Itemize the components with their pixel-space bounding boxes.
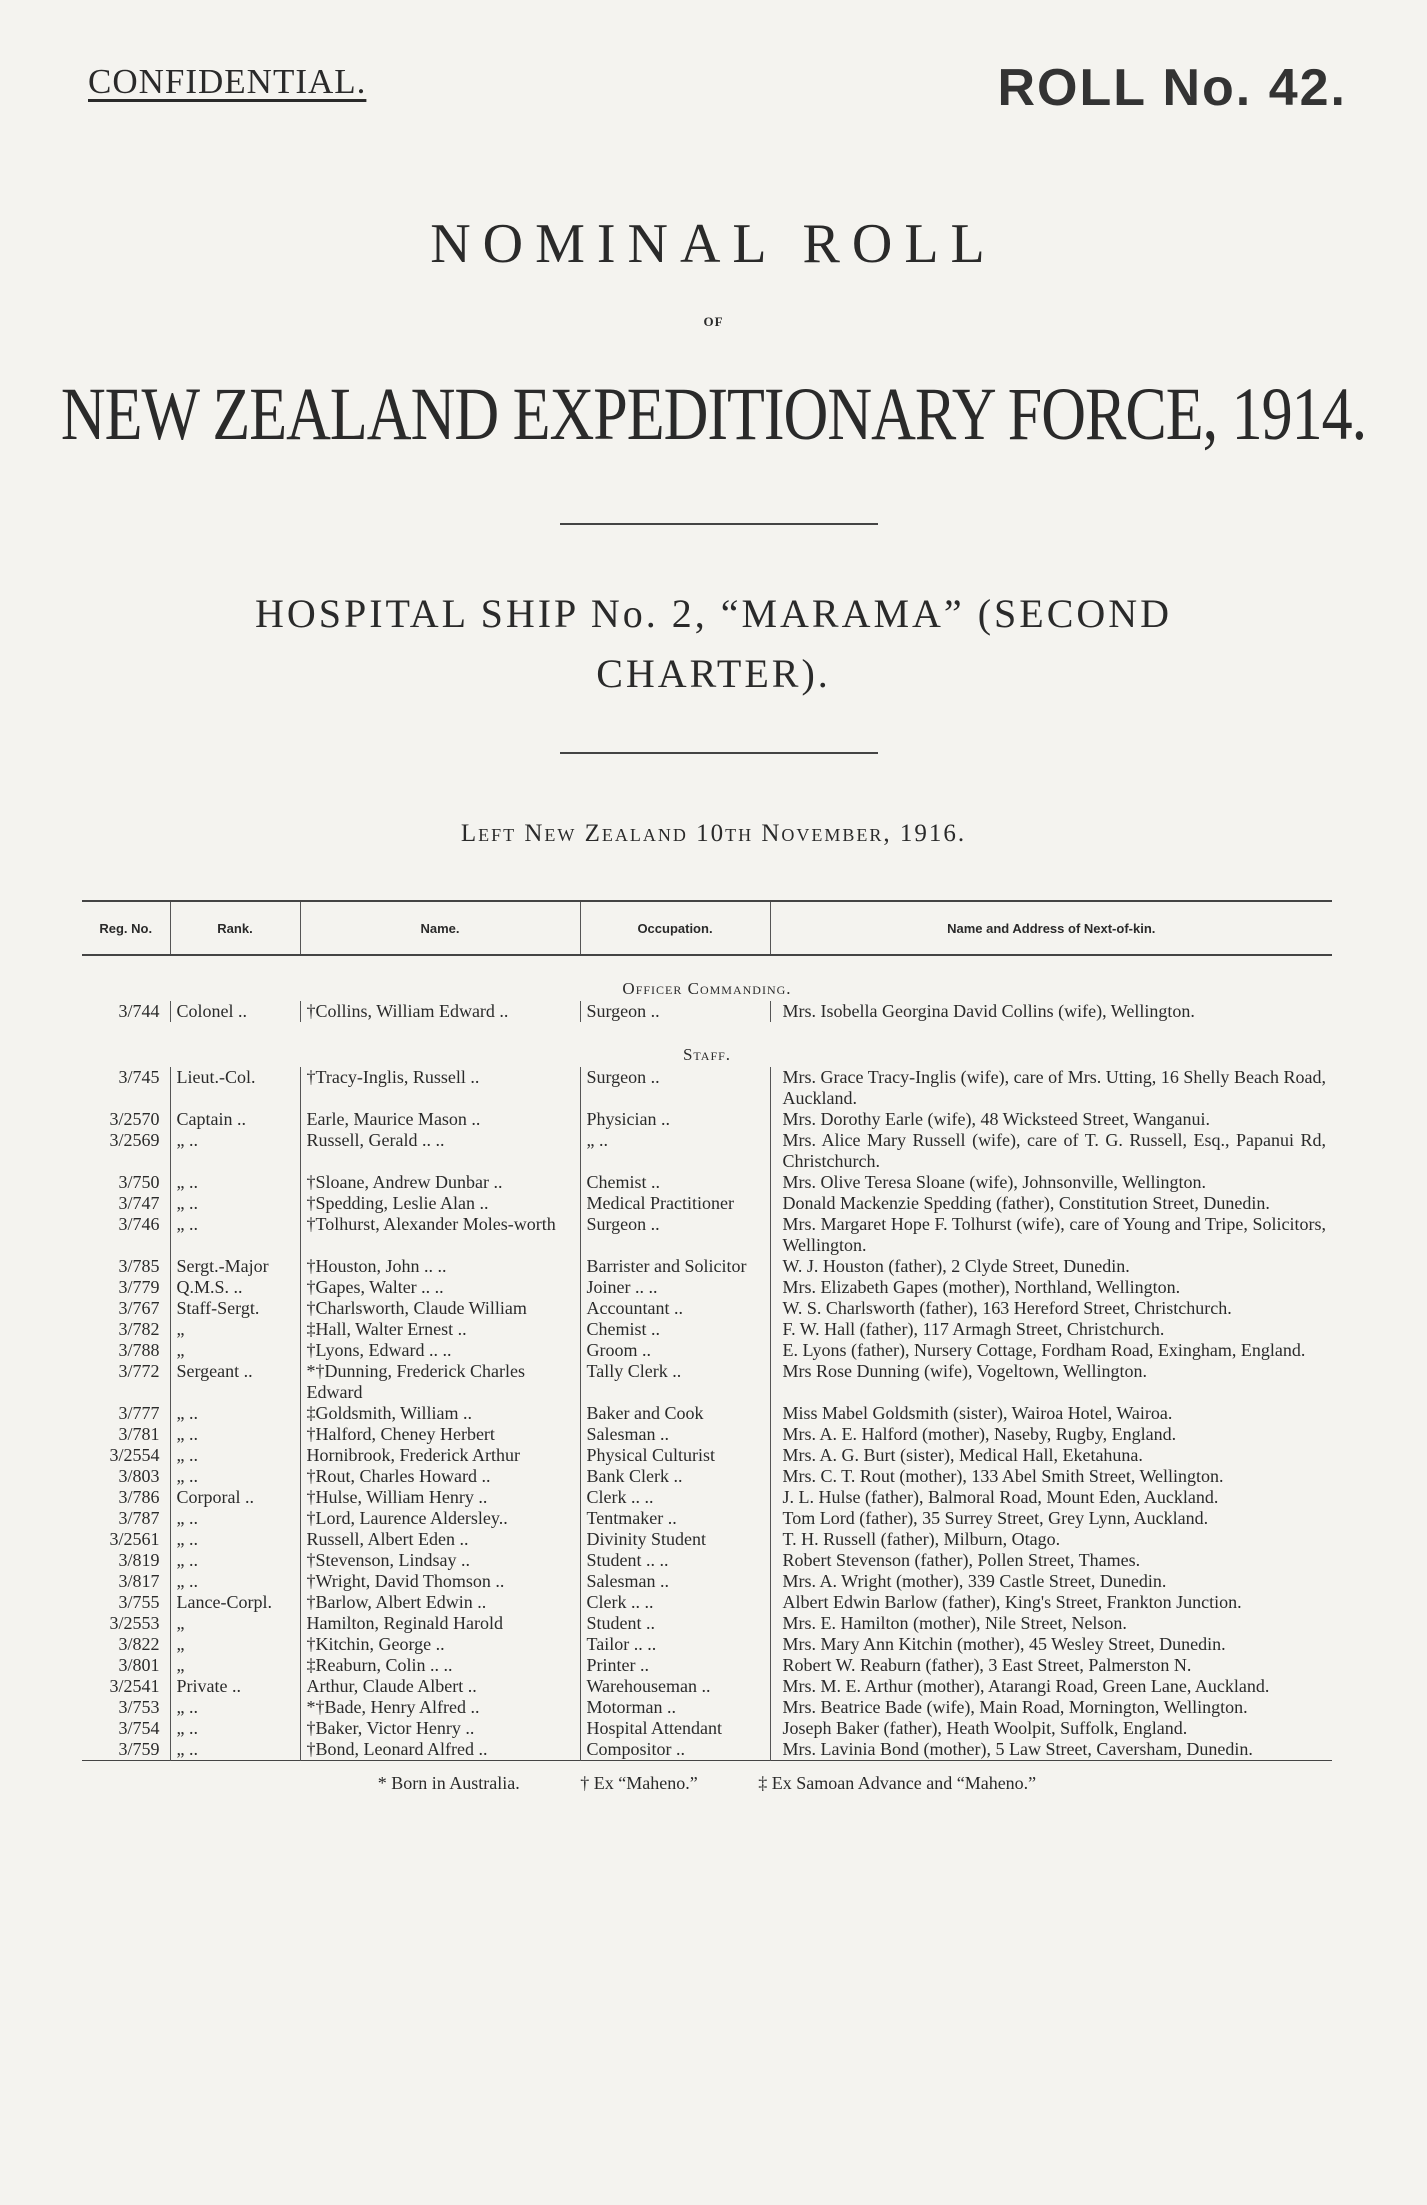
reg-no-cell: 3/2561 bbox=[109, 1529, 160, 1549]
table-row bbox=[82, 1550, 1332, 1571]
occupation-cell: Tailor .. .. bbox=[580, 1634, 770, 1655]
name-cell: †Lord, Laurence Aldersley.. bbox=[300, 1508, 580, 1529]
rank-cell: „ .. bbox=[170, 1445, 300, 1466]
occupation-cell: Tentmaker .. bbox=[580, 1508, 770, 1529]
name-cell: †Baker, Victor Henry .. bbox=[300, 1718, 580, 1739]
occupation-cell: Printer .. bbox=[580, 1655, 770, 1676]
occupation-cell: Groom .. bbox=[580, 1340, 770, 1361]
name-cell: Earle, Maurice Mason .. bbox=[300, 1109, 580, 1130]
occupation-cell: Salesman .. bbox=[580, 1571, 770, 1592]
table-row bbox=[82, 1298, 1332, 1319]
occupation-cell: Joiner .. .. bbox=[580, 1277, 770, 1298]
occupation-cell: Accountant .. bbox=[580, 1298, 770, 1319]
rank-cell: Corporal .. bbox=[170, 1487, 300, 1508]
footnote: * Born in Australia. bbox=[377, 1773, 520, 1793]
rank-cell: „ .. bbox=[170, 1718, 300, 1739]
occupation-cell: Surgeon .. bbox=[580, 1001, 770, 1022]
rank-cell: „ .. bbox=[170, 1403, 300, 1424]
next-of-kin-cell: Robert W. Reaburn (father), 3 East Street, Palmerston N. bbox=[770, 1655, 1332, 1676]
column-header-next-of-kin: Name and Address of Next-of-kin. bbox=[770, 901, 1332, 955]
table-row bbox=[82, 1424, 1332, 1445]
table-row bbox=[82, 1172, 1332, 1193]
reg-no-cell: 3/2554 bbox=[109, 1445, 160, 1465]
occupation-cell: Motorman .. bbox=[580, 1697, 770, 1718]
next-of-kin-cell: Albert Edwin Barlow (father), King's Street, Frankton Junction. bbox=[770, 1592, 1332, 1613]
reg-no-cell: 3/754 bbox=[118, 1718, 160, 1738]
rank-cell: „ .. bbox=[170, 1172, 300, 1193]
table-row bbox=[82, 1718, 1332, 1739]
next-of-kin-cell: F. W. Hall (father), 117 Armagh Street, Christchurch. bbox=[770, 1319, 1332, 1340]
name-cell: *†Dunning, Frederick Charles Edward bbox=[300, 1361, 580, 1403]
reg-no-cell: 3/801 bbox=[118, 1655, 160, 1675]
table-row bbox=[82, 1571, 1332, 1592]
reg-no-cell: 3/785 bbox=[118, 1256, 160, 1276]
table-row bbox=[82, 1256, 1332, 1277]
name-cell: †Stevenson, Lindsay .. bbox=[300, 1550, 580, 1571]
occupation-cell: Clerk .. .. bbox=[580, 1487, 770, 1508]
next-of-kin-cell: J. L. Hulse (father), Balmoral Road, Mount Eden, Auckland. bbox=[770, 1487, 1332, 1508]
table-row bbox=[82, 1739, 1332, 1761]
rank-cell: Captain .. bbox=[170, 1109, 300, 1130]
next-of-kin-cell: Mrs. Dorothy Earle (wife), 48 Wicksteed Street, Wanganui. bbox=[770, 1109, 1332, 1130]
name-cell: Hornibrook, Frederick Arthur bbox=[300, 1445, 580, 1466]
unit-title: HOSPITAL SHIP No. 2, “MARAMA” (SECOND CHARTER). bbox=[254, 591, 1173, 696]
table-row bbox=[82, 1634, 1332, 1655]
next-of-kin-cell: Mrs. Elizabeth Gapes (mother), Northland, Wellington. bbox=[770, 1277, 1332, 1298]
footnote: † Ex “Maheno.” bbox=[580, 1773, 698, 1793]
next-of-kin-cell: Tom Lord (father), 35 Surrey Street, Grey Lynn, Auckland. bbox=[770, 1508, 1332, 1529]
occupation-cell: Surgeon .. bbox=[580, 1214, 770, 1256]
reg-no-cell: 3/755 bbox=[118, 1592, 160, 1612]
table-row bbox=[82, 1592, 1332, 1613]
reg-no-cell: 3/819 bbox=[118, 1550, 160, 1570]
reg-no-cell: 3/750 bbox=[118, 1172, 160, 1192]
name-cell: †Hulse, William Henry .. bbox=[300, 1487, 580, 1508]
occupation-cell: Chemist .. bbox=[580, 1319, 770, 1340]
occupation-cell: „ .. bbox=[580, 1130, 770, 1172]
name-cell: †Gapes, Walter .. .. bbox=[300, 1277, 580, 1298]
reg-no-cell: 3/767 bbox=[118, 1298, 160, 1318]
table-row bbox=[82, 1445, 1332, 1466]
name-cell: †Tracy-Inglis, Russell .. bbox=[300, 1067, 580, 1109]
table-row bbox=[82, 1613, 1332, 1634]
occupation-cell: Student .. bbox=[580, 1613, 770, 1634]
rank-cell: Colonel .. bbox=[170, 1001, 300, 1022]
occupation-cell: Physician .. bbox=[580, 1109, 770, 1130]
next-of-kin-cell: Mrs. E. Hamilton (mother), Nile Street, Nelson. bbox=[770, 1613, 1332, 1634]
rank-cell: „ .. bbox=[170, 1508, 300, 1529]
table-row bbox=[82, 1067, 1332, 1109]
force-title: NEW ZEALAND EXPEDITIONARY FORCE, 1914. bbox=[60, 373, 1367, 457]
table-row bbox=[82, 1130, 1332, 1172]
table-row bbox=[82, 1487, 1332, 1508]
next-of-kin-cell: Mrs. Margaret Hope F. Tolhurst (wife), care of Young and Tripe, Solicitors, Wellington. bbox=[770, 1214, 1332, 1256]
next-of-kin-cell: Mrs. Grace Tracy-Inglis (wife), care of Mrs. Utting, 16 Shelly Beach Road, Auckland. bbox=[770, 1067, 1332, 1109]
rank-cell: „ .. bbox=[170, 1529, 300, 1550]
classification-label: CONFIDENTIAL. bbox=[88, 62, 367, 101]
name-cell: †Barlow, Albert Edwin .. bbox=[300, 1592, 580, 1613]
occupation-cell: Physical Culturist bbox=[580, 1445, 770, 1466]
next-of-kin-cell: Mrs. A. Wright (mother), 339 Castle Street, Dunedin. bbox=[770, 1571, 1332, 1592]
next-of-kin-cell: W. S. Charlsworth (father), 163 Hereford Street, Christchurch. bbox=[770, 1298, 1332, 1319]
table-row bbox=[82, 1193, 1332, 1214]
reg-no-cell: 3/786 bbox=[118, 1487, 160, 1507]
table-row bbox=[82, 1529, 1332, 1550]
table-row bbox=[82, 1214, 1332, 1256]
next-of-kin-cell: Mrs. Beatrice Bade (wife), Main Road, Mornington, Wellington. bbox=[770, 1697, 1332, 1718]
table-row bbox=[82, 1361, 1332, 1403]
reg-no-cell: 3/803 bbox=[118, 1466, 160, 1486]
next-of-kin-cell: Mrs. A. G. Burt (sister), Medical Hall, Eketahuna. bbox=[770, 1445, 1332, 1466]
name-cell: ‡Reaburn, Colin .. .. bbox=[300, 1655, 580, 1676]
section-heading-row bbox=[82, 1022, 1332, 1067]
rank-cell: Lance-Corpl. bbox=[170, 1592, 300, 1613]
reg-no-cell: 3/2541 bbox=[109, 1676, 160, 1696]
footnote: ‡ Ex Samoan Advance and “Maheno.” bbox=[758, 1773, 1037, 1793]
rank-cell: „ bbox=[170, 1655, 300, 1676]
next-of-kin-cell: W. J. Houston (father), 2 Clyde Street, Dunedin. bbox=[770, 1256, 1332, 1277]
column-header-rank: Rank. bbox=[170, 901, 300, 955]
reg-no-cell: 3/744 bbox=[118, 1001, 160, 1021]
reg-no-cell: 3/2553 bbox=[109, 1613, 160, 1633]
table-row bbox=[82, 1676, 1332, 1697]
reg-no-cell: 3/753 bbox=[118, 1697, 160, 1717]
table-row bbox=[82, 1319, 1332, 1340]
reg-no-cell: 3/759 bbox=[118, 1739, 160, 1759]
rank-cell: „ .. bbox=[170, 1214, 300, 1256]
reg-no-cell: 3/817 bbox=[118, 1571, 160, 1591]
occupation-cell: Divinity Student bbox=[580, 1529, 770, 1550]
table-row bbox=[82, 1109, 1332, 1130]
table-row bbox=[82, 1340, 1332, 1361]
reg-no-cell: 3/788 bbox=[118, 1340, 160, 1360]
rank-cell: „ .. bbox=[170, 1571, 300, 1592]
occupation-cell: Salesman .. bbox=[580, 1424, 770, 1445]
column-header-name: Name. bbox=[300, 901, 580, 955]
rank-cell: Sergeant .. bbox=[170, 1361, 300, 1403]
reg-no-cell: 3/777 bbox=[118, 1403, 160, 1423]
rank-cell: „ .. bbox=[170, 1739, 300, 1761]
nominal-roll-table bbox=[82, 900, 1332, 1794]
next-of-kin-cell: E. Lyons (father), Nursery Cottage, Fordham Road, Exingham, England. bbox=[770, 1340, 1332, 1361]
divider bbox=[560, 523, 878, 525]
occupation-cell: Student .. .. bbox=[580, 1550, 770, 1571]
rank-cell: „ .. bbox=[170, 1193, 300, 1214]
next-of-kin-cell: Joseph Baker (father), Heath Woolpit, Suffolk, England. bbox=[770, 1718, 1332, 1739]
name-cell: †Spedding, Leslie Alan .. bbox=[300, 1193, 580, 1214]
rank-cell: Lieut.-Col. bbox=[170, 1067, 300, 1109]
table-header bbox=[82, 901, 1332, 955]
table-row bbox=[82, 1508, 1332, 1529]
name-cell: †Bond, Leonard Alfred .. bbox=[300, 1739, 580, 1761]
name-cell: †Rout, Charles Howard .. bbox=[300, 1466, 580, 1487]
name-cell: ‡Goldsmith, William .. bbox=[300, 1403, 580, 1424]
section-heading: Staff. bbox=[682, 1045, 732, 1064]
next-of-kin-cell: Mrs. Alice Mary Russell (wife), care of T. G. Russell, Esq., Papanui Rd, Christchurch. bbox=[770, 1130, 1332, 1172]
roll-number: ROLL No. 42. bbox=[997, 59, 1347, 117]
rank-cell: „ .. bbox=[170, 1130, 300, 1172]
next-of-kin-cell: T. H. Russell (father), Milburn, Otago. bbox=[770, 1529, 1332, 1550]
reg-no-cell: 3/787 bbox=[118, 1508, 160, 1528]
name-cell: †Collins, William Edward .. bbox=[300, 1001, 580, 1022]
name-cell: Hamilton, Reginald Harold bbox=[300, 1613, 580, 1634]
table-body bbox=[82, 955, 1332, 1761]
reg-no-cell: 3/746 bbox=[118, 1214, 160, 1234]
occupation-cell: Clerk .. .. bbox=[580, 1592, 770, 1613]
rank-cell: Sergt.-Major bbox=[170, 1256, 300, 1277]
page-title: NOMINAL ROLL bbox=[430, 213, 997, 275]
rank-cell: Staff-Sergt. bbox=[170, 1298, 300, 1319]
rank-cell: „ .. bbox=[170, 1550, 300, 1571]
occupation-cell: Chemist .. bbox=[580, 1172, 770, 1193]
name-cell: †Lyons, Edward .. .. bbox=[300, 1340, 580, 1361]
reg-no-cell: 3/2569 bbox=[109, 1130, 160, 1150]
occupation-cell: Medical Practitioner bbox=[580, 1193, 770, 1214]
rank-cell: „ bbox=[170, 1340, 300, 1361]
name-cell: †Charlsworth, Claude William bbox=[300, 1298, 580, 1319]
rank-cell: „ .. bbox=[170, 1697, 300, 1718]
departure-line: Left New Zealand 10th November, 1916. bbox=[460, 820, 967, 847]
reg-no-cell: 3/745 bbox=[118, 1067, 160, 1087]
next-of-kin-cell: Donald Mackenzie Spedding (father), Constitution Street, Dunedin. bbox=[770, 1193, 1332, 1214]
occupation-cell: Baker and Cook bbox=[580, 1403, 770, 1424]
occupation-cell: Compositor .. bbox=[580, 1739, 770, 1761]
reg-no-cell: 3/772 bbox=[118, 1361, 160, 1381]
column-header-occupation: Occupation. bbox=[580, 901, 770, 955]
reg-no-cell: 3/782 bbox=[118, 1319, 160, 1339]
occupation-cell: Surgeon .. bbox=[580, 1067, 770, 1109]
name-cell: †Wright, David Thomson .. bbox=[300, 1571, 580, 1592]
occupation-cell: Barrister and Solicitor bbox=[580, 1256, 770, 1277]
reg-no-cell: 3/779 bbox=[118, 1277, 160, 1297]
name-cell: Arthur, Claude Albert .. bbox=[300, 1676, 580, 1697]
occupation-cell: Tally Clerk .. bbox=[580, 1361, 770, 1403]
name-cell: Russell, Gerald .. .. bbox=[300, 1130, 580, 1172]
name-cell: †Kitchin, George .. bbox=[300, 1634, 580, 1655]
column-header-reg-no: Reg. No. bbox=[99, 920, 153, 936]
name-cell: †Houston, John .. .. bbox=[300, 1256, 580, 1277]
next-of-kin-cell: Robert Stevenson (father), Pollen Street, Thames. bbox=[770, 1550, 1332, 1571]
divider bbox=[560, 752, 878, 754]
reg-no-cell: 3/781 bbox=[118, 1424, 160, 1444]
title-connector: OF bbox=[703, 314, 724, 329]
footnotes bbox=[82, 1761, 1332, 1795]
section-heading: Officer Commanding. bbox=[622, 979, 792, 998]
table-row bbox=[82, 1001, 1332, 1022]
reg-no-cell: 3/747 bbox=[118, 1193, 160, 1213]
occupation-cell: Warehouseman .. bbox=[580, 1676, 770, 1697]
occupation-cell: Hospital Attendant bbox=[580, 1718, 770, 1739]
rank-cell: „ bbox=[170, 1319, 300, 1340]
name-cell: †Sloane, Andrew Dunbar .. bbox=[300, 1172, 580, 1193]
name-cell: †Tolhurst, Alexander Moles-worth bbox=[300, 1214, 580, 1256]
table-row bbox=[82, 1277, 1332, 1298]
table-row bbox=[82, 1697, 1332, 1718]
rank-cell: „ bbox=[170, 1613, 300, 1634]
name-cell: Russell, Albert Eden .. bbox=[300, 1529, 580, 1550]
table-row bbox=[82, 1403, 1332, 1424]
name-cell: †Halford, Cheney Herbert bbox=[300, 1424, 580, 1445]
occupation-cell: Bank Clerk .. bbox=[580, 1466, 770, 1487]
next-of-kin-cell: Mrs. M. E. Arthur (mother), Atarangi Road, Green Lane, Auckland. bbox=[770, 1676, 1332, 1697]
rank-cell: „ bbox=[170, 1634, 300, 1655]
rank-cell: „ .. bbox=[170, 1466, 300, 1487]
section-heading-row bbox=[82, 955, 1332, 1001]
next-of-kin-cell: Mrs Rose Dunning (wife), Vogeltown, Wellington. bbox=[770, 1361, 1332, 1403]
reg-no-cell: 3/822 bbox=[118, 1634, 160, 1654]
table-row bbox=[82, 1655, 1332, 1676]
reg-no-cell: 3/2570 bbox=[109, 1109, 160, 1129]
next-of-kin-cell: Mrs. Isobella Georgina David Collins (wife), Wellington. bbox=[770, 1001, 1332, 1022]
next-of-kin-cell: Mrs. Mary Ann Kitchin (mother), 45 Wesley Street, Dunedin. bbox=[770, 1634, 1332, 1655]
next-of-kin-cell: Mrs. Olive Teresa Sloane (wife), Johnsonville, Wellington. bbox=[770, 1172, 1332, 1193]
rank-cell: Q.M.S. .. bbox=[170, 1277, 300, 1298]
next-of-kin-cell: Mrs. Lavinia Bond (mother), 5 Law Street, Caversham, Dunedin. bbox=[770, 1739, 1332, 1761]
name-cell: *†Bade, Henry Alfred .. bbox=[300, 1697, 580, 1718]
rank-cell: Private .. bbox=[170, 1676, 300, 1697]
rank-cell: „ .. bbox=[170, 1424, 300, 1445]
name-cell: ‡Hall, Walter Ernest .. bbox=[300, 1319, 580, 1340]
next-of-kin-cell: Miss Mabel Goldsmith (sister), Wairoa Hotel, Wairoa. bbox=[770, 1403, 1332, 1424]
next-of-kin-cell: Mrs. C. T. Rout (mother), 133 Abel Smith Street, Wellington. bbox=[770, 1466, 1332, 1487]
next-of-kin-cell: Mrs. A. E. Halford (mother), Naseby, Rugby, England. bbox=[770, 1424, 1332, 1445]
table-row bbox=[82, 1466, 1332, 1487]
